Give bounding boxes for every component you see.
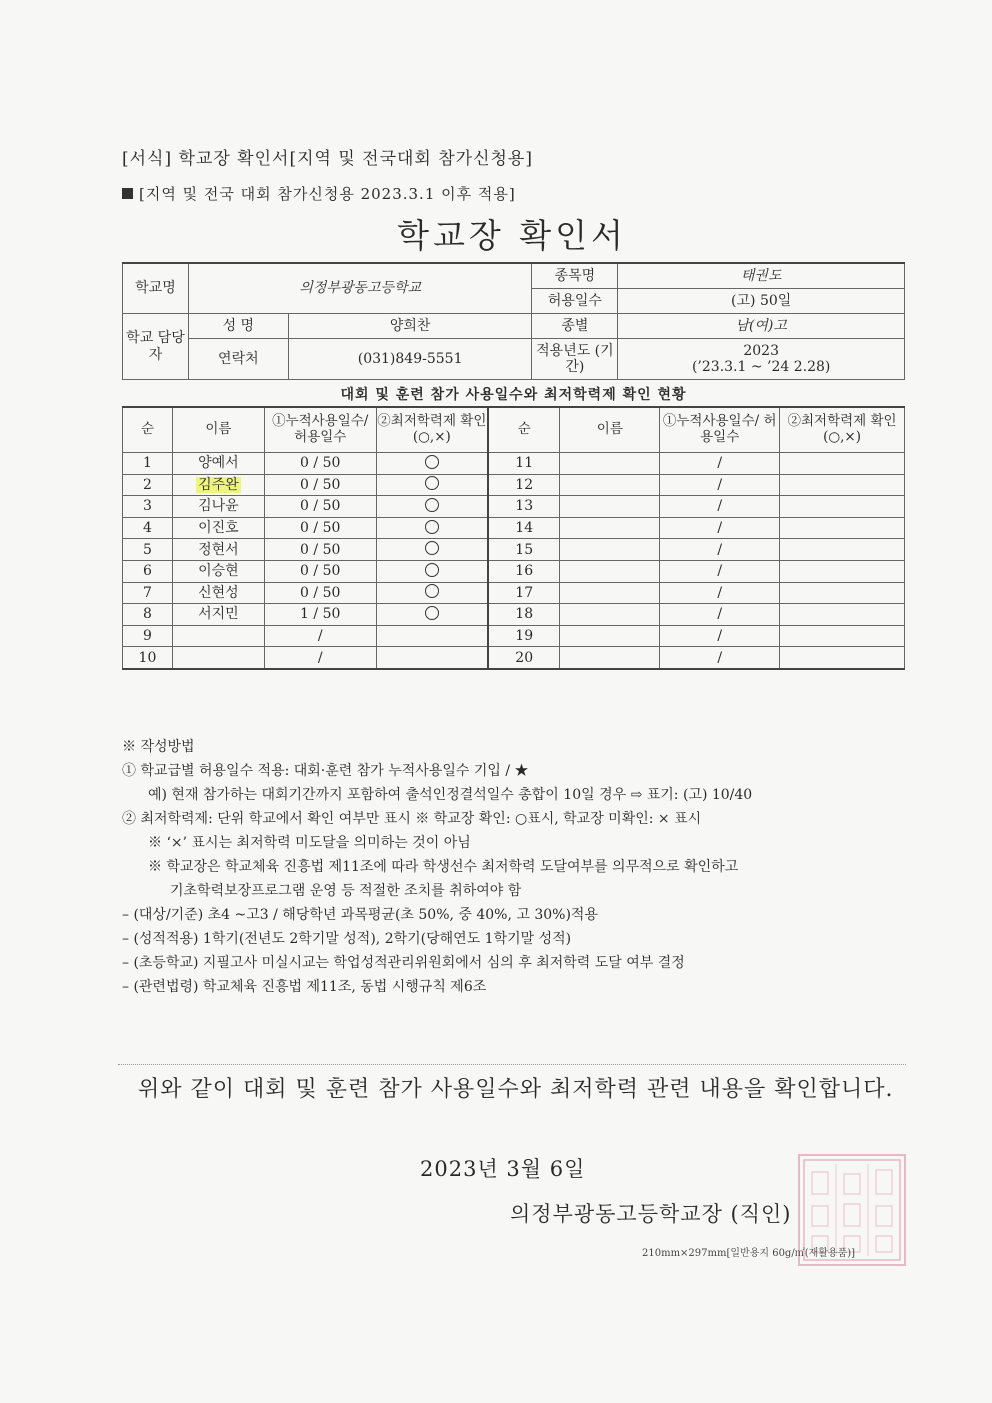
- table-caption: 대회 및 훈련 참가 사용일수와 최저학력제 확인 현황: [340, 387, 687, 403]
- row-check: [376, 625, 488, 647]
- row-days: 0 / 50: [264, 453, 376, 475]
- row-name: [172, 647, 264, 669]
- paper-spec: 210mm×297mm[일반용지 60g/㎡(재활용품)]: [642, 1248, 856, 1259]
- row-name: [172, 560, 264, 582]
- row-no-right: 13: [488, 496, 560, 518]
- check-circle-icon: [425, 584, 439, 598]
- form-label: [서식] 학교장 확인서[지역 및 전국대회 참가신청용]: [122, 149, 533, 169]
- row-no: 9: [123, 625, 173, 647]
- detail-4: – (관련법령) 학교체육 진흥법 제11조, 동법 시행규칙 제6조: [122, 979, 487, 995]
- notes-heading: ※ 작성방법: [122, 739, 195, 755]
- detail-3: – (초등학교) 지필고사 미실시교는 학업성적관리위원회에서 심의 후 최저학력 도달 여부 결정: [122, 955, 685, 971]
- row-name-right: [560, 647, 660, 669]
- row-days: 0 / 50: [264, 560, 376, 582]
- row-no-right: 12: [488, 474, 560, 496]
- table-row: [123, 453, 905, 475]
- note-2-b2: 기초학력보장프로그램 운영 등 적절한 조치를 취하여야 함: [170, 883, 522, 899]
- student-name: 서지민: [198, 606, 239, 623]
- name-value: 양희찬: [288, 314, 532, 339]
- row-days: 0 / 50: [264, 517, 376, 539]
- student-name: 김주완: [198, 476, 239, 493]
- participants-table: [122, 406, 905, 670]
- row-name: [172, 517, 264, 539]
- check-circle-icon: [425, 476, 439, 490]
- contact-value: (031)849-5551: [288, 339, 532, 380]
- table-row: [123, 604, 905, 626]
- table-row: [123, 539, 905, 561]
- row-check: [376, 517, 488, 539]
- row-no: 6: [123, 560, 173, 582]
- row-no-right: 16: [488, 560, 560, 582]
- page-title: 학교장 확인서: [397, 216, 627, 255]
- row-no-right: 17: [488, 582, 560, 604]
- row-check-right: [780, 625, 905, 647]
- student-name: 신현성: [198, 584, 239, 601]
- row-check-right: [780, 560, 905, 582]
- row-name: [172, 582, 264, 604]
- table-row: [123, 496, 905, 518]
- note-1: ① 학교급별 허용일수 적용: 대회·훈련 참가 누적사용일수 기입 / ★: [122, 763, 529, 779]
- year-cell: [618, 339, 905, 380]
- row-name: [172, 453, 264, 475]
- contact-label: 연락처: [188, 339, 288, 380]
- gender-value: 남(여)고: [618, 314, 905, 339]
- detail-1: – (대상/기준) 초4 ~고3 / 해당학년 과목평균(초 50%, 중 40%, 고 30%)적용: [122, 907, 598, 923]
- col-name-right: 이름: [560, 407, 660, 453]
- col-name: 이름: [172, 407, 264, 453]
- table-header-row: [123, 407, 905, 453]
- table-row: [123, 474, 905, 496]
- row-no: 2: [123, 474, 173, 496]
- row-check-right: [780, 647, 905, 669]
- allowed-label: 허용일수: [532, 289, 618, 314]
- check-circle-icon: [425, 606, 439, 620]
- row-name: [172, 625, 264, 647]
- row-days-right: /: [660, 474, 780, 496]
- divider: [118, 1064, 906, 1065]
- row-days-right: /: [660, 625, 780, 647]
- name-label: 성 명: [188, 314, 288, 339]
- table-row: [123, 647, 905, 669]
- row-check-right: [780, 453, 905, 475]
- event-label: 종목명: [532, 263, 618, 289]
- check-circle-icon: [425, 563, 439, 577]
- row-check-right: [780, 474, 905, 496]
- row-no: 3: [123, 496, 173, 518]
- row-days-right: /: [660, 453, 780, 475]
- row-check: [376, 474, 488, 496]
- check-circle-icon: [425, 455, 439, 469]
- row-check: [376, 496, 488, 518]
- row-days: 0 / 50: [264, 539, 376, 561]
- row-name-right: [560, 474, 660, 496]
- row-days: /: [264, 647, 376, 669]
- row-name: [172, 604, 264, 626]
- row-days-right: /: [660, 496, 780, 518]
- school-info-table: [122, 262, 905, 380]
- year-label: 적용년도 (기간): [532, 339, 618, 380]
- row-no-right: 11: [488, 453, 560, 475]
- row-check-right: [780, 604, 905, 626]
- row-name-right: [560, 539, 660, 561]
- allowed-value: (고) 50일: [618, 289, 905, 314]
- student-name: 김나윤: [198, 498, 239, 515]
- row-no: 5: [123, 539, 173, 561]
- row-no: 8: [123, 604, 173, 626]
- row-no-right: 18: [488, 604, 560, 626]
- row-check: [376, 647, 488, 669]
- row-days-right: /: [660, 517, 780, 539]
- row-name: [172, 474, 264, 496]
- row-name: [172, 539, 264, 561]
- row-no-right: 20: [488, 647, 560, 669]
- table-row: [123, 560, 905, 582]
- row-no-right: 19: [488, 625, 560, 647]
- check-circle-icon: [425, 498, 439, 512]
- instructions: [122, 735, 912, 999]
- sub-label: [122, 183, 516, 204]
- year-value: 2023: [743, 342, 779, 359]
- col-check-right: ②최저학력제 확인(○,×): [780, 407, 905, 453]
- confirm-statement: 위와 같이 대회 및 훈련 참가 사용일수와 최저학력 관련 내용을 확인합니다.: [138, 1077, 894, 1102]
- school-value: 의정부광동고등학교: [188, 263, 532, 314]
- square-bullet-icon: [122, 188, 133, 199]
- student-name: 양예서: [198, 455, 239, 472]
- detail-2: – (성적적용) 1학기(전년도 2학기말 성적), 2학기(당해연도 1학기말 성적): [122, 931, 572, 947]
- issue-date: 2023년 3월 6일: [420, 1157, 586, 1181]
- row-days: /: [264, 625, 376, 647]
- row-no: 4: [123, 517, 173, 539]
- row-check: [376, 604, 488, 626]
- row-name: [172, 496, 264, 518]
- event-value: 태권도: [618, 263, 905, 289]
- row-check-right: [780, 582, 905, 604]
- participants-body: [123, 407, 905, 669]
- row-name-right: [560, 453, 660, 475]
- row-days: 0 / 50: [264, 582, 376, 604]
- row-check: [376, 453, 488, 475]
- col-check: ②최저학력제 확인(○,×): [376, 407, 488, 453]
- row-days: 0 / 50: [264, 474, 376, 496]
- row-check: [376, 582, 488, 604]
- row-no: 1: [123, 453, 173, 475]
- col-days-right: ①누적사용일수/ 허용일수: [660, 407, 780, 453]
- row-days: 1 / 50: [264, 604, 376, 626]
- row-name-right: [560, 625, 660, 647]
- col-no-right: 순: [488, 407, 560, 453]
- check-circle-icon: [425, 520, 439, 534]
- row-days: 0 / 50: [264, 496, 376, 518]
- table-row: [123, 625, 905, 647]
- row-name-right: [560, 517, 660, 539]
- row-no: 7: [123, 582, 173, 604]
- sub-label-text: [지역 및 전국 대회 참가신청용 2023.3.1 이후 적용]: [139, 185, 516, 203]
- row-days-right: /: [660, 539, 780, 561]
- gender-label: 종별: [532, 314, 618, 339]
- col-no: 순: [123, 407, 173, 453]
- note-2: ② 최저학력제: 단위 학교에서 확인 여부만 표시 ※ 학교장 확인: ○표시, 학교장 미확인: × 표시: [122, 811, 702, 827]
- note-1-example: 예) 현재 참가하는 대회기간까지 포함하여 출석인정결석일수 총합이 10일 경우 ⇨ 표기: (고) 10/40: [148, 787, 753, 803]
- row-name-right: [560, 560, 660, 582]
- check-circle-icon: [425, 541, 439, 555]
- row-no-right: 15: [488, 539, 560, 561]
- row-check: [376, 539, 488, 561]
- row-check-right: [780, 539, 905, 561]
- row-check-right: [780, 517, 905, 539]
- col-days: ①누적사용일수/ 허용일수: [264, 407, 376, 453]
- student-name: 이승현: [198, 563, 239, 580]
- row-name-right: [560, 496, 660, 518]
- row-check: [376, 560, 488, 582]
- row-days-right: /: [660, 560, 780, 582]
- row-days-right: /: [660, 582, 780, 604]
- row-days-right: /: [660, 604, 780, 626]
- row-days-right: /: [660, 647, 780, 669]
- row-name-right: [560, 582, 660, 604]
- student-name: 이진호: [198, 520, 239, 537]
- row-no-right: 14: [488, 517, 560, 539]
- table-row: [123, 582, 905, 604]
- note-2-a: ※ ‘×’ 표시는 최저학력 미도달을 의미하는 것이 아님: [148, 835, 471, 851]
- table-row: [123, 517, 905, 539]
- row-check-right: [780, 496, 905, 518]
- student-name: 정현서: [198, 541, 239, 558]
- note-2-b: ※ 학교장은 학교체육 진흥법 제11조에 따라 학생선수 최저학력 도달여부를 의무적으로 확인하고: [148, 859, 739, 875]
- row-no: 10: [123, 647, 173, 669]
- period-value: (’23.3.1 ~ ’24 2.28): [691, 359, 831, 375]
- row-name-right: [560, 604, 660, 626]
- principal-signature: 의정부광동고등학교장 (직인): [510, 1202, 792, 1226]
- school-label: 학교명: [123, 263, 189, 314]
- manager-label: 학교 담당자: [123, 314, 189, 380]
